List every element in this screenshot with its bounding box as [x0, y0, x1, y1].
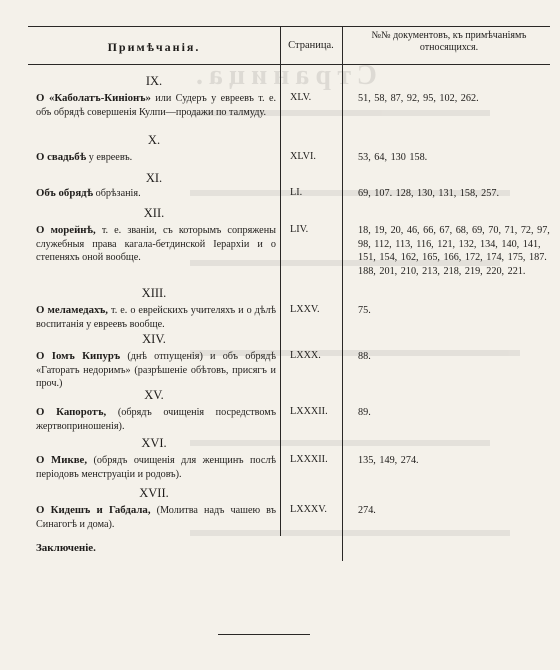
entry-docs: 75.: [358, 305, 371, 316]
entry-description: [36, 406, 276, 433]
entry-page: LXXXII.: [290, 454, 328, 465]
column-divider: [342, 26, 343, 561]
entry-text: (обрядъ очищенія посредствомъ жертвоприношенія).: [36, 407, 276, 432]
entry-page: LXXX.: [290, 350, 321, 361]
column-divider: [280, 26, 281, 536]
entry-docs: 274.: [358, 505, 376, 516]
column-header-notes: Примѣчанія.: [107, 40, 201, 54]
entry-docs: 51, 58, 87, 92, 95, 102, 262.: [358, 93, 479, 104]
entry-title: О меламедахъ,: [36, 304, 109, 316]
entry-numeral: XII.: [143, 206, 165, 220]
entry-docs: 88.: [358, 351, 371, 362]
top-rule: [28, 26, 550, 27]
entry-page: LI.: [290, 187, 303, 198]
entry-numeral: XIII.: [141, 286, 167, 300]
entry-numeral: XIV.: [142, 332, 166, 346]
entry-description: [36, 151, 276, 165]
entry-page: LXXXII.: [290, 406, 328, 417]
entry-page: LXXXV.: [290, 504, 327, 515]
entry-docs: 89.: [358, 407, 371, 418]
entry-numeral: XVI.: [141, 436, 167, 450]
entry-page: LIV.: [290, 224, 309, 235]
entry-docs: 53, 64, 130 158.: [358, 152, 428, 163]
conclusion: Заключеніе.: [36, 542, 96, 554]
entry-text: т. е. о еврейскихъ учителяхъ и о дѣлѣ воспитанія у евреевъ вообще.: [36, 305, 277, 330]
entry-numeral: XI.: [145, 171, 163, 185]
entry-title: О Кидешъ и Габдала,: [36, 504, 151, 516]
entry-description: [36, 187, 276, 201]
entry-numeral: X.: [147, 133, 161, 147]
entry-page: XLVI.: [290, 151, 316, 162]
column-header-page: Страница.: [288, 40, 334, 51]
bleed-through-heading: Страница.: [190, 60, 377, 91]
entry-title: О Микве,: [36, 454, 88, 466]
entry-text: т. е. званіи, съ которымъ сопряжены служебныя права кагала-бетдинской Іерархіи и о степеняхъ оной вообще.: [36, 225, 277, 263]
entry-text: у евреевъ.: [86, 152, 133, 163]
column-header-docs: №№ документовъ, къ примѣчаніямъ относящихся.: [371, 30, 527, 53]
entry-docs: 18, 19, 20, 46, 66, 67, 68, 69, 70, 71, 72, 97, 98, 112, 113, 116, 121, 132, 134, 140, 141, 151, 154, 162, 165, 166, 172, 174, 175, 187. 188, 201, 210, 213, 218, 219, 220, 221.: [358, 225, 550, 277]
entry-title: О свадьбѣ: [36, 151, 87, 163]
entry-text: (днѣ отпущенія) и объ обрядѣ «Гаторатъ недоримъ» (разрѣшеніе обѣтовъ, присягъ и проч.): [36, 351, 276, 389]
entry-docs: 69, 107. 128, 130, 131, 158, 257.: [358, 188, 499, 199]
entry-docs: 135, 149, 274.: [358, 455, 419, 466]
entry-page: XLV.: [290, 92, 312, 103]
entry-title: О Іомъ Кипуръ: [36, 350, 121, 362]
entry-description: [36, 454, 276, 481]
entry-text: обрѣзанія.: [93, 188, 141, 199]
entry-description: [36, 504, 276, 531]
entry-text: или Судеръ у евреевъ т. е. объ обрядѣ совершенія Кулпи—продажи по талмуду.: [36, 93, 277, 118]
entry-numeral: IX.: [145, 74, 163, 88]
entry-text: (Молитва надъ чашею въ Синагогѣ и дома).: [36, 505, 276, 530]
entry-title: Объ обрядѣ: [36, 187, 94, 199]
entry-title: О Капоротъ,: [36, 406, 107, 418]
entry-description: [36, 350, 276, 391]
index-table: [28, 26, 550, 638]
bottom-rule: [218, 634, 310, 635]
header-rule: [28, 64, 550, 65]
entry-description: [36, 92, 276, 119]
entry-page: LXXV.: [290, 304, 320, 315]
entry-description: [36, 304, 276, 331]
entry-title: О морейнѣ,: [36, 224, 96, 236]
entry-title: О «Каболатъ-Киніонъ»: [36, 92, 151, 104]
entry-numeral: XV.: [144, 388, 164, 402]
entry-description: [36, 224, 276, 265]
entry-numeral: XVII.: [139, 486, 169, 500]
entry-text: (обрядъ очищенія для женщинъ послѣ періодовъ менструаціи и родовъ).: [36, 455, 276, 480]
